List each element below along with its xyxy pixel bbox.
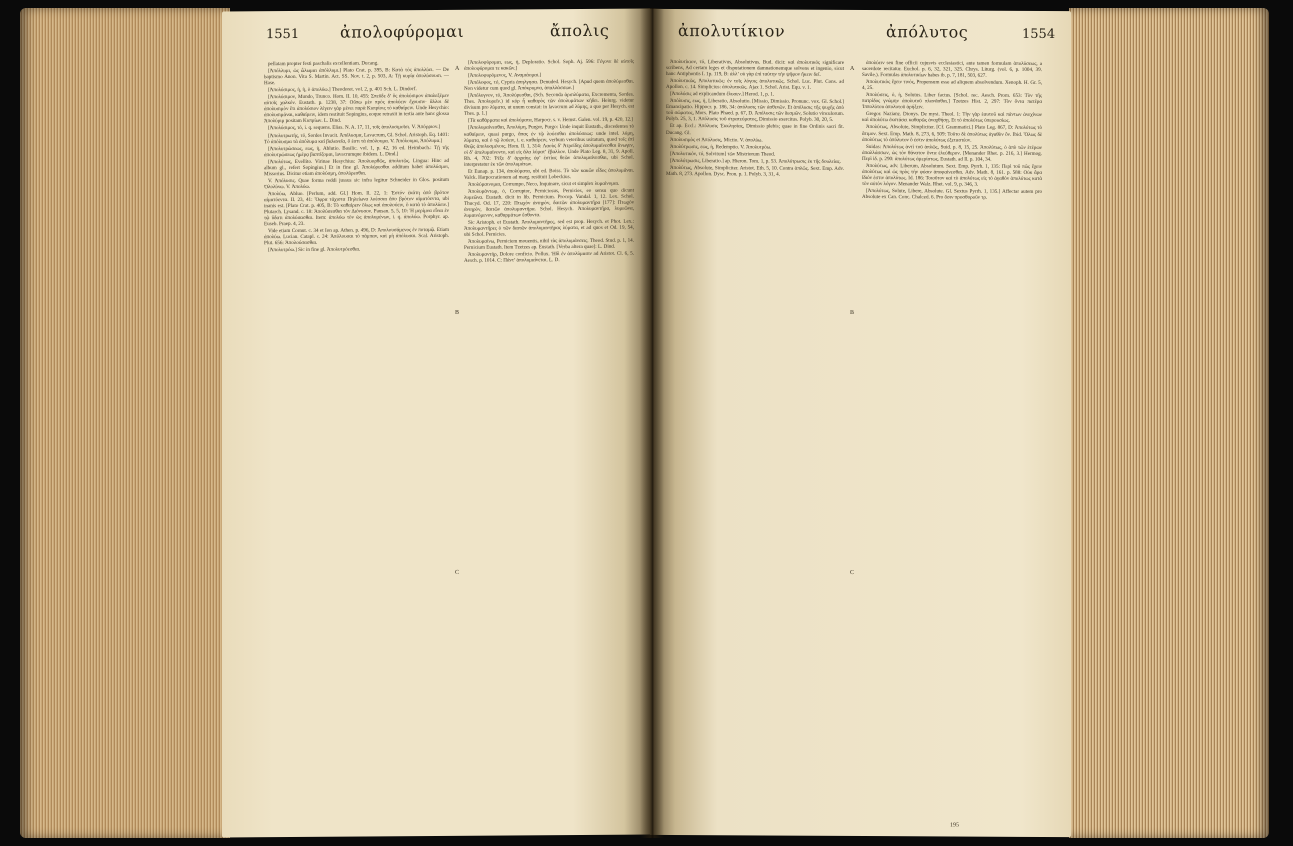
page-number-left: 1551 bbox=[266, 26, 300, 43]
dictionary-entry: Ἀπολύτως, Absolute, Simpliciter. [Cf. Grammatici.] Plato Leg. 867, D: Ἀπολύτως τὸ ἄτιμον. Sext. Emp. Math. 8, 273, 6, 509: Τοῦτο δὲ ἀπολύτως ἀγαθὸν ὄν. Ibid. Ὅλως δὲ ἀπολύτως τὸ ἀπόλυτον ὅ ἐστιν ἀπολύτως ἐξεταστέον. bbox=[862, 124, 1042, 144]
dictionary-entry: [Ἀπολοφυρόμενος, V. Αναμιάομαι.] bbox=[468, 72, 542, 79]
dictionary-entry: V. Ἀπόλυσις. Quae forma reddi jussus sic infra legitur Schneider in Glos. positum Ὀλολύνω. V. Ἀπολύω. bbox=[264, 176, 449, 191]
dictionary-entry: Vide etiam Cornut. c. 34 et Ion ap. Athen. p. 496, D: Ἀπολουσάμενος ἐν ποταμῷ. Etiam ἀπολύω. Lucian. Catapl. c. 24: Ἀπόλουσαι τὸ πάμπαν, καὶ μὴ ἀπόλυσαι. Scal. Aristoph. Plut. 656: Ἀπολούσασθαι. bbox=[264, 227, 449, 247]
dictionary-entry: Ἀπολύτως, Absolute, Simpliciter. Aristot. Eth. 5, 10. Contra ἁπλῶς. Sext. Emp. Adv. Math. 8, 273. Apollon. Dysc. Pron. p. 1. Polyb. 3, 31, 4. bbox=[666, 164, 844, 178]
right-page-header bbox=[650, 19, 1071, 45]
dictionary-entry: Ἀπόλυσις, εως, ἡ, Liberatio, Absolutio. [Missio, Dimissio. Pronunc. vox. Gl. Schol.] Emancipatio. Hippocr. p. 186, 34: ἀπόλυσις τῶν ἀσθενῶν. Et ἀπόλυσις τῆς ψυχῆς ἀπὸ τοῦ σώματος, Mors. Plato Phaed. p. 67, D. Ἀπόλυσις τῶν δεσμῶν, Solutio vinculorum. Polyb. 25, 3, 1. Ἀπόλυσις τοῦ στρατεύματος, Dimissio exercitus. Polyb. 30, 20, 5. bbox=[666, 98, 844, 124]
page-number-right: 1554 bbox=[1022, 26, 1056, 43]
head-word-left-2: ἄπολις bbox=[550, 20, 610, 41]
dictionary-entry: Suidas: Ἀπολύτως ἀντὶ τοῦ ἁπλῶς, Suid. p. 8, 15, 25. Ἀπολύτως, ὁ ἀπὸ τῶν ἑτέρων ἀπαλλάσσων, ὡς τὸν θάνατον ὄντα ἐλεύθερον. [Menander Rhet. p. 216, 3.] Hermog. Περὶ ἰδ. p. 290: ἀπολύτως ἀμερίστως. Eustath. ad Il. p. 104, 34. bbox=[862, 143, 1042, 163]
left-page-column-1 bbox=[264, 60, 449, 823]
dictionary-entry: [Ἀπολυτρωτής, τό, Sordes Invacit. Ἀπόλυσμα, Lavacrum, Gl. Schol. Aristoph. Eq. 1401: Τὸ ἀπόλυσμα τὰ ἀπόλυμα καὶ βαλανεῖα, ὅ ἐστι τὰ ἀπόλουμα. V. Ἀπόλουμα, Ἀπόλυμα.] bbox=[264, 131, 449, 145]
dictionary-entry: Et Eunap. p. 134, ἀπολύματα, ubi ed. Boiss. Τὸ τῶν κακῶν εἶδος ἀπολυμᾶναι. Valck. Harpocrationem ad marg. restituit Lobeckius. bbox=[464, 167, 634, 181]
left-page bbox=[222, 9, 650, 838]
dictionary-entry: [Ἀπολύσιμος, τό, i. q. sequens. Elias. N. A. 17, 11, τοῖς ἀπολυσιμοῖσι. V. Ἀπόρριον.] bbox=[268, 124, 441, 132]
left-page-column-2 bbox=[464, 59, 634, 822]
dictionary-entry: Ἀπολύτρωσις, εως, ἡ, Redemptio. V. Ἀπολυτρόω. bbox=[670, 143, 772, 151]
dictionary-entry: Ἀπολύμαινομαι, Corrumpo, Neco, Inquinare, sicut et simplex λυμαίνομαι. bbox=[468, 180, 620, 188]
dictionary-entry: [Ἀπολυτρόω.] Sic in fine gl. Ἀπολυτρόεσθαι. bbox=[268, 246, 361, 254]
right-page-stack-edge bbox=[1069, 8, 1269, 838]
right-page-column-1 bbox=[666, 59, 844, 822]
dictionary-entry: [Ἀπολύσιμον, Mundo, Trunco. Hom. II. 10, 455: Σπεῦδε δ’ ὄς ἀπολύσιμον ἀπαλεξέμεν αὐτοῖς χαλκόν. Eustath. p. 1238, 37: Οὔπω μὲν πρὸς ἀπολύειν ἔχουσιν· ἄλλοι δὲ ἀπολυσιμὸν ἔτι ἀπολύσιον λέγειν γὰρ μένει παρὰ Κυπρίοις τὸ καθαίρειν. Unde Hesychio: ἀπολυσιμάναι, καθαίρειν, idem restituit Sopingius, eoque retraxit in tertia ante hanc glossa Ἀπολύριμ positam Κυπρίων. L. Dind. bbox=[264, 93, 449, 125]
dictionary-entry: [Ἀπολύτως, Evellito. Virinae Hesychius: Ἀπολυορθῶς, ἀπολυτῶς. Lingua: Hinc ad album gl., refert Sopingius.] Et in fine gl. Ἀπολύρεσθαι additum habet ἀπολύσμοι, Missorius. Dicitur etiam ἀπολύσμη, ἀπολύρεσθαι. bbox=[264, 157, 449, 177]
dictionary-entry: Ἀπολύω, Abluo. [Perlum, add. Gl.] Hom. Il. 22, 1: Ἑστόν ἑκάτη ἀπὸ βρότον αἱματόεντα. II. 23, 41: Ὄφρα τάχιστα Πηλείωνα λοέσσαι ἄπο βρότον αἱματόεντα, ubi inanis est. [Plato Crat. p. 405, B: Τὸ καθαίρειν ὅλως καὶ ἀπολούειν, ὅ κατὰ τὸ ἀπολύειν.] Plutarch. Lysand. c. 18: Ἀπολύσεσθαι τὸν Διόνυσον. Pausan. 5, 5, 10: Ἡ μερίμνα εἶναι ἐν τῷ ὕδατι ἀπολύσασθαι. Item: ἀπολύω τὸν ὡς ἀπολυμένων, i. q. ἀπολύω. Porphyr. ap. Euseb. Praep. 4, 23. bbox=[264, 189, 449, 228]
dictionary-entry: Ἀπολυμαίνω, Perniciem mouentis, nihil τὰς ἀπολυμάνσεις. Theod. Stud. p. 1, 14. Pernicium Eustath. Item Tzetzes ap. Eustath. [Verba altera quae]: L. Dind. bbox=[464, 237, 634, 252]
dictionary-entry: Gregor. Nazianz. Dionys. De mysi. Theol. 1: Τὴν γὰρ ἑαυτοῦ καὶ πάντων ἀνεχίνων καὶ ἀπολύτω ἐκστάσει καθαρῶς ἀναχθήσῃ. Et τὸ ἀπολύτως ὑπερουσίως. bbox=[862, 111, 1042, 125]
dictionary-entry: [Ἀπολοφύρομαι, εως, ἡ, Deploratio. Schol. Soph. Aj. 596: Γέγονε δὲ αὐτοῖς ἀπολοφύρομαι τε κακῶν.] bbox=[464, 58, 634, 72]
right-page-column-2 bbox=[862, 60, 1042, 815]
column-marker-c-right: C bbox=[850, 569, 855, 576]
signature-mark: 195 bbox=[950, 822, 959, 829]
dictionary-entry: pellatam propter festi paschalis excellentiam. Ducang. bbox=[268, 60, 379, 68]
head-word-right-1: ἀπολυτίκιον bbox=[678, 21, 786, 41]
dictionary-entry: Sic Aristoph. et Eustath. Ἀπολυμαντῆρες, sed est prop. Hesych. et Phot. Lex.: Ἀπολυμαντῆρες ὁ τῶν δαιτῶν ἀπολυμαντῆρας λύματα, et ad quos et Od. 19, 54, ubi Schol. Pernicies. bbox=[464, 218, 634, 239]
dictionary-entry: ἀπολύειν seu fine officii cujusvis ecclesiastici, ante tamen formulam ἀπολύσεως, a sacerdote recitatur. Euchol. p. 6, 32, 321, 325. Chrys. Liturg. (vol. 6, p. 1004, 39. Savile.). Formulas ἀπολυτικίων habes ib. p. 7, 181, 503, 627. bbox=[862, 60, 1042, 79]
dictionary-entry: [Ἀπολύσις ad explicandum ἔλυσεν.] Herod. 1, p. 1. bbox=[670, 91, 775, 98]
dictionary-entry: Ἀπολυτικῶς, Ἀπολυτικῶς: ἐν τοῖς λόγοις ἀπολυτικῶς. Schol. Luc. Plut. Cons. ad Apollon. c. 14. Simplicius: ἀπολυτικῶς. Ajax 1. Schol. Arist. Equ. v. 1. bbox=[666, 78, 844, 91]
dictionary-entry: Ἀπολύσεις, ὁ, ἡ, Solutus. Liber factus. [Schol. rec. Aesch. Prom. 653: Τὸν τῆς πατρίδος γνώμην ἀπολυτοῦ πλανᾶσθαι.] Tzetzes Hist. 2, 297: Τὸν ὄντα πατέρα Ἱππολύτου ἀπολυτοῦ ἀρήξειν. bbox=[862, 92, 1042, 111]
dictionary-entry: [Ἀπολύτρωσις, Liberatio.] ap. Hieron. Tom. 1, p. 53. Ἀπολύτρωσις ἐκ τῆς δουλείας. bbox=[670, 157, 841, 165]
left-page-stack-edge bbox=[20, 8, 230, 838]
dictionary-entry: [Ἀπολυμαίνεσθαι, Ἀπολύμη, Purgor, Purgo: Unde inquit Eustath., discedentes τὸ καθαίρειν, quasi purgo, ἄπας ἐν τῷ λούεσθαι ἀπολύσεως: unde intel. λύμη, λύματα, καὶ ὁ τῷ λούειν, i. e. καθαίρειν, verbum veteribus usitatum, quod τοῖς ἐπὶ Θεῷς ἀπολυσμένοις. Hom. Il. 1, 314: Λαοὺς δ’ Ἀτρείδης ἀπολυμαίνεσθαι ἄνωγεν, οἱ δ’ ἀπελυμαίνοντο, καὶ εἰς ἅλα λύματ’ ἔβαλλον. Unde Plato Leg. 8, 31, 9. Apoll. Rh. 4, 702: Ῥέξε δ’ ἀρχαίης ἐφ’ ἐστίας θεῶν ἀπολυμαίνεσθαι, ubi Schol. interpretatur ἐκ τῶν ἀπολυμάτων. bbox=[464, 124, 634, 168]
dictionary-entry: Ἀπολυσιμὸς et Ἀπόλυσις, Mictio. V. ἀπολύω. bbox=[670, 136, 763, 144]
head-word-left-1: ἀπολοφύρομαι bbox=[340, 21, 465, 42]
dictionary-entry: Et ap. Eccl.: Ἀπόλυσις Ἐκκλησίας, Dimissio plebis; quae in fine Ordinis sacri fit. Ducang. Gl. bbox=[666, 123, 844, 136]
head-word-right-2: ἀπόλυτος bbox=[886, 22, 969, 42]
dictionary-entry: Ἀπολυτίκιον, τό, Liberativus, Absolutivus. Bud. dicit: καὶ ἀπολυτικός significare scribens, Ad certam leges et disputationem damnationemque solvens et ingenio, sicut hanc Antiphontis I. 1p. 119, B: ἀλλ’ οὐ γὰρ ἐπὶ ταύτην τὴν ψῆφον ἥκειν δεῖ. bbox=[666, 59, 844, 78]
dictionary-entry: Ἀπολυμάντωρ, ὁ, Corruptor, Perniciosus, Pernicies, eo sensu quo dicunt λυμεῶνα. Eustath. dicit in lib. Pernicium. Procop. Vandal. 1, 12. Lex. Schol. Thucyd. Od. 17, 220: Πτωχὸν ἀνιηρὸν, δαιτῶν ἀπολυμαντῆρα [177]: Πτωχὸν ἀνιηρὸν, δαιτῶν ἀπολυμαντῆρα. Schol. Hesych. Ἀπολυμαντῆρα, λυμεῶνα, λυμαινόμενον, καθαρμάτων ἔσθοντα. bbox=[464, 187, 634, 219]
dictionary-entry: [Ἀπόλυγνον, τό, Ἀπολύρεσθαι, (Sch. Seconda ἀρσιλύματα, Excrementa, Sordes. Thes. Ἀπολυρεῖν.) id κόρ ἧ καθαρὸς τῶν ἀπολυμάτων κήδει. Heiurg. videtur divisum pro λύματα, ut unum constat: in lavacrum ad λύμης, a quo per Hesych. est Thes. p. 1.] bbox=[464, 91, 634, 118]
dictionary-entry: [Ἀπόλλυμι, ὡς ὦλωμαι ἀπόλλυμι.] Plato Crat. p. 395, B: Κατὰ τὸς ἀπολλύει. — De baptismo Anon. Vita S. Martin. Act. SS. Nov. t. 2, p. 503, A: Τῇ κυρίᾳ ἀπολύσουσι. — Hase. bbox=[264, 66, 449, 87]
left-page-header bbox=[222, 19, 650, 46]
column-marker-b-right: B bbox=[850, 309, 855, 316]
dictionary-entry: Ἀπολυμαντήρ, Dolore conficio. Pollux. Ἡδὶ ἐν ἀπολύμασιν ad Aristot. Cl. 6, 5. Aesch. p. 1014. C: Πάντ’ ἀπολυμαίνεται. L. D. bbox=[464, 251, 634, 265]
column-marker-b: B bbox=[455, 309, 460, 316]
dictionary-entry: Ἀπολύτως, adv. Liberum, Absolutum. Sext. Emp. Pyrrh. 1, 135: Περὶ τοῦ πῶς ἔχειν ἀπολύτως καὶ ὡς πρὸς τὴν φύσιν ἀποφαίνεσθαι. Adv. Math. 8, 161. p. 588: Οὐκ ἄρα ἴδιόν ἐστιν ἀπολύτως. Id. 186: Τοιοῦτον καὶ τὸ ἀπολύτως εἰς τὸ ἀγαθὸν ἀπολύτως κατὰ τὸν αὐτὸν λόγον. Menander Walz. Rhet. vol. 9, p. 346, 3. bbox=[862, 162, 1042, 188]
dictionary-entry: [Ἀπόλοφος, τό, Cypris ἀπηλγησα. Denuded. Hesych. [Apud quem ἀπολύρεσθαι. Non videtur cum quod gl. Ἀπόκρυμνα, ἀπαλλάσσων.] bbox=[464, 78, 634, 92]
column-marker-a-right: A bbox=[850, 65, 855, 72]
dictionary-entry: [Ἀπολύτως, Solute, Libere, Absolute. Gl. Sextus Pyrrh. 1, 135.] Affectar autem pro Absolute ex Can. Conc. Chalced. 6. Pro ὅσιν προσθοροῦν τρ. bbox=[862, 187, 1042, 201]
dictionary-entry: [Τὰ καθάρματα καὶ ἀπολύματα, Harpocr. s. v. Hemst. Galen. vol. 19, p. 420, 12.] bbox=[468, 117, 634, 125]
dictionary-entry: [Ἀπολυτικόν, τό, Solvitum] τῶν Mistriorum Theod. bbox=[670, 150, 776, 158]
right-page bbox=[650, 9, 1071, 837]
dictionary-entry: [Ἀπολύσιμος, ἡ, ἡ, ὁ ἀπολύω.] Theodoret. vol. 2, p. 401 Sch. L. Dindorf. bbox=[268, 86, 417, 94]
dictionary-entry: [Ἀπολυτρώσεως, εως, ἡ, Ablutio. Basilic. vol. 1, p. 42, 16 ed. Heimbach.: Τῇ τῆς ἀπολυτρώσεως ἡμέρᾳ βαπτίζομαι, lavacrumque ibidem. L. Dind.] bbox=[264, 144, 449, 158]
column-marker-c: C bbox=[455, 569, 460, 576]
dictionary-entry: Ἀπολυτικὸς ἔχειν τινός, Propensum esse ad aliquem absolvendum. Xenoph. H. Gr. 5, 4, 25. bbox=[862, 79, 1042, 92]
column-marker-a: A bbox=[455, 65, 460, 72]
